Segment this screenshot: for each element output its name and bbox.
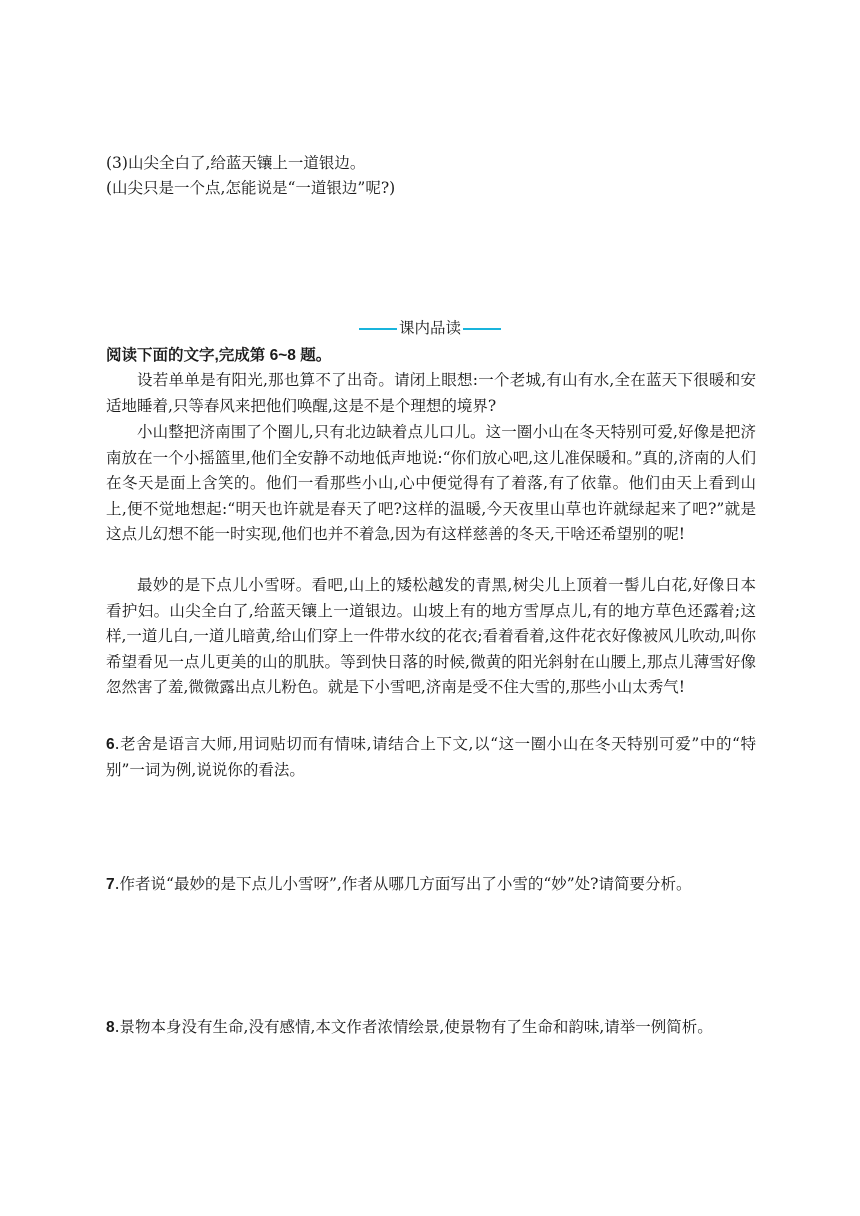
heading-rule-left — [359, 328, 397, 330]
section-title: 课内品读 — [398, 319, 461, 337]
passage-paragraph-2: 小山整把济南围了个圈儿,只有北边缺着点儿口儿。这一圈小山在冬天特别可爱,好像是把济南放在一个小摇篮里,他们全安静不动地低声地说:“你们放心吧,这儿准保暖和。”真的,济南的人们在冬天是面上含笑的。他们一看那些小山,心中便觉得有了着落,有了依靠。他们由天上看到山上,便不觉地想起:“明天也许就是春天了吧?这样的温暖,今天夜里山草也许就绿起来了吧?”就是这点儿幻想不能一时实现,他们也并不着急,因为有这样慈善的冬天,干啥还希望别的呢! — [106, 423, 756, 543]
heading-rule-right — [463, 328, 501, 330]
question-6 — [106, 732, 756, 783]
question-number: 8 — [106, 1019, 115, 1036]
reading-instruction: 阅读下面的文字,完成第 6~8 题。 — [106, 347, 332, 364]
prior-item-question: (山尖只是一个点,怎能说是“一道银边”呢?) — [106, 179, 396, 197]
question-number: 7 — [106, 876, 115, 893]
question-text: .作者说“最妙的是下点儿小雪呀”,作者从哪几方面写出了小雪的“妙”处?请简要分析。 — [114, 875, 692, 893]
passage-paragraph-1: 设若单单是有阳光,那也算不了出奇。请闭上眼想:一个老城,有山有水,全在蓝天下很暖和安适地睡着,只等春风来把他们唤醒,这是不是个理想的境界? — [106, 371, 756, 415]
prior-item-sentence: (3)山尖全白了,给蓝天镶上一道银边。 — [106, 154, 366, 172]
question-8 — [106, 1015, 756, 1041]
question-7 — [106, 872, 756, 898]
question-number: 6 — [106, 736, 115, 753]
question-text: .老舍是语言大师,用词贴切而有情味,请结合上下文,以“这一圈小山在冬天特别可爱”中的“特别”一词为例,说说你的看法。 — [106, 735, 756, 779]
passage-paragraph-3: 最妙的是下点儿小雪呀。看吧,山上的矮松越发的青黑,树尖儿上顶着一髻儿白花,好像日本看护妇。山尖全白了,给蓝天镶上一道银边。山坡上有的地方雪厚点儿,有的地方草色还露着;这样,一道儿白,一道儿暗黄,给山们穿上一件带水纹的花衣;看着看着,这件花衣好像被风儿吹动,叫你希望看见一点儿更美的山的肌肤。等到快日落的时候,微黄的阳光斜射在山腰上,那点儿薄雪好像忽然害了羞,微微露出点儿粉色。就是下小雪吧,济南是受不住大雪的,那些小山太秀气! — [106, 576, 756, 696]
question-text: .景物本身没有生命,没有感情,本文作者浓情绘景,使景物有了生命和韵味,请举一例简析。 — [114, 1018, 713, 1036]
section-heading — [0, 317, 860, 339]
